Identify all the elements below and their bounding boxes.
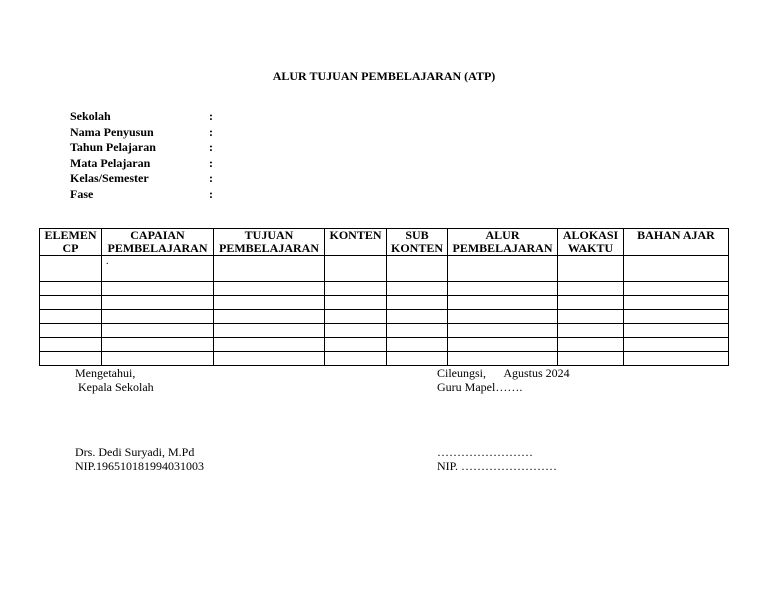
table-row	[40, 310, 729, 324]
table-cell[interactable]	[558, 296, 624, 310]
table-cell[interactable]	[102, 296, 214, 310]
table-cell[interactable]	[624, 282, 729, 296]
signature-left-heading	[75, 366, 154, 394]
info-label: Tahun Pelajaran	[70, 140, 156, 154]
table-cell[interactable]	[448, 352, 558, 366]
table-cell[interactable]	[624, 338, 729, 352]
signature-right-footer	[437, 445, 557, 473]
info-row-kelas-semester	[70, 171, 213, 187]
signature-right-nip: NIP. ……………………	[437, 459, 558, 473]
info-block	[70, 109, 213, 202]
info-row-fase	[70, 187, 213, 203]
table-cell[interactable]	[214, 282, 325, 296]
signature-left-footer	[75, 445, 204, 473]
table-cell[interactable]	[448, 282, 558, 296]
info-colon: :	[209, 155, 213, 170]
table-cell[interactable]	[387, 338, 448, 352]
signature-right-line1: Cileungsi, Agustus 2024	[437, 366, 570, 380]
signature-left-line2: Kepala Sekolah	[78, 380, 154, 394]
table-cell[interactable]	[102, 310, 214, 324]
info-label: Mata Pelajaran	[70, 155, 151, 170]
table-cell[interactable]	[624, 310, 729, 324]
info-colon: :	[209, 140, 213, 154]
signature-left-name: Drs. Dedi Suryadi, M.Pd	[75, 445, 195, 459]
info-label: Fase	[70, 186, 94, 201]
table-cell[interactable]	[214, 352, 325, 366]
info-colon: :	[209, 171, 213, 185]
table-cell[interactable]	[387, 256, 448, 282]
table-cell[interactable]	[102, 352, 214, 366]
table-cell[interactable]	[558, 352, 624, 366]
info-colon: :	[209, 186, 213, 201]
table-cell[interactable]	[102, 324, 214, 338]
table-cell[interactable]	[40, 338, 102, 352]
table-row	[40, 338, 729, 352]
table-cell[interactable]	[558, 256, 624, 282]
table-cell[interactable]	[325, 352, 387, 366]
table-cell[interactable]	[448, 324, 558, 338]
header-bahan-ajar: BAHAN AJAR	[624, 229, 729, 256]
signature-right-name: ……………………	[437, 445, 533, 459]
table-cell[interactable]	[325, 310, 387, 324]
info-colon: :	[209, 124, 213, 139]
table-cell[interactable]	[214, 324, 325, 338]
table-row	[40, 352, 729, 366]
info-label: Sekolah	[70, 109, 111, 123]
header-elemen-cp: ELEMEN CP	[40, 229, 102, 256]
table-cell[interactable]	[448, 338, 558, 352]
info-row-sekolah	[70, 109, 213, 125]
info-label: Kelas/Semester	[70, 171, 149, 185]
table-cell[interactable]	[214, 310, 325, 324]
table-cell[interactable]	[325, 338, 387, 352]
signature-right-heading	[437, 366, 570, 394]
table-cell[interactable]	[448, 256, 558, 282]
signature-left-nip: NIP.196510181994031003	[75, 459, 205, 473]
info-row-nama-penyusun	[70, 125, 213, 141]
table-cell[interactable]	[214, 256, 325, 282]
table-cell[interactable]	[448, 296, 558, 310]
table-cell[interactable]	[558, 324, 624, 338]
header-capaian-pembelajaran: CAPAIAN PEMBELAJARAN	[102, 229, 214, 256]
table-cell[interactable]	[387, 352, 448, 366]
table-cell[interactable]	[624, 296, 729, 310]
signature-right-line2: Guru Mapel…….	[437, 380, 523, 394]
cell-mark: .	[106, 256, 109, 267]
header-alur-pembelajaran: ALUR PEMBELAJARAN	[448, 229, 558, 256]
table-cell[interactable]	[624, 352, 729, 366]
table-cell[interactable]	[558, 310, 624, 324]
table-cell[interactable]	[387, 282, 448, 296]
table-row	[40, 324, 729, 338]
table-cell[interactable]	[40, 256, 102, 282]
table-row	[40, 282, 729, 296]
table-cell[interactable]	[387, 296, 448, 310]
header-konten: KONTEN	[325, 229, 387, 256]
table-cell[interactable]	[387, 310, 448, 324]
table-cell[interactable]	[624, 324, 729, 338]
table-cell[interactable]	[325, 296, 387, 310]
page-title: ALUR TUJUAN PEMBELAJARAN (ATP)	[272, 69, 496, 83]
table-cell[interactable]	[624, 256, 729, 282]
table-cell[interactable]	[102, 256, 214, 282]
table-cell[interactable]	[102, 338, 214, 352]
info-row-mata-pelajaran	[70, 156, 213, 172]
table-cell[interactable]	[214, 338, 325, 352]
table-cell[interactable]	[40, 352, 102, 366]
table-cell[interactable]	[387, 324, 448, 338]
table-cell[interactable]	[40, 324, 102, 338]
table-cell[interactable]	[448, 310, 558, 324]
table-cell[interactable]	[214, 296, 325, 310]
header-alokasi-waktu: ALOKASI WAKTU	[558, 229, 624, 256]
signature-left-line1: Mengetahui,	[75, 366, 136, 380]
info-label: Nama Penyusun	[70, 124, 154, 139]
table-cell[interactable]	[40, 282, 102, 296]
table-cell[interactable]	[558, 282, 624, 296]
table-row	[40, 256, 729, 282]
info-row-tahun-pelajaran	[70, 140, 213, 156]
table-cell[interactable]	[40, 310, 102, 324]
atp-table	[39, 228, 729, 366]
table-cell[interactable]	[325, 324, 387, 338]
info-colon: :	[209, 109, 213, 123]
table-row	[40, 296, 729, 310]
table-cell[interactable]	[558, 338, 624, 352]
table-header-row	[40, 229, 729, 256]
header-sub-konten: SUB KONTEN	[387, 229, 448, 256]
table-cell[interactable]	[325, 282, 387, 296]
table-cell[interactable]	[40, 296, 102, 310]
header-tujuan-pembelajaran: TUJUAN PEMBELAJARAN	[214, 229, 325, 256]
table-cell[interactable]	[102, 282, 214, 296]
table-cell[interactable]	[325, 256, 387, 282]
